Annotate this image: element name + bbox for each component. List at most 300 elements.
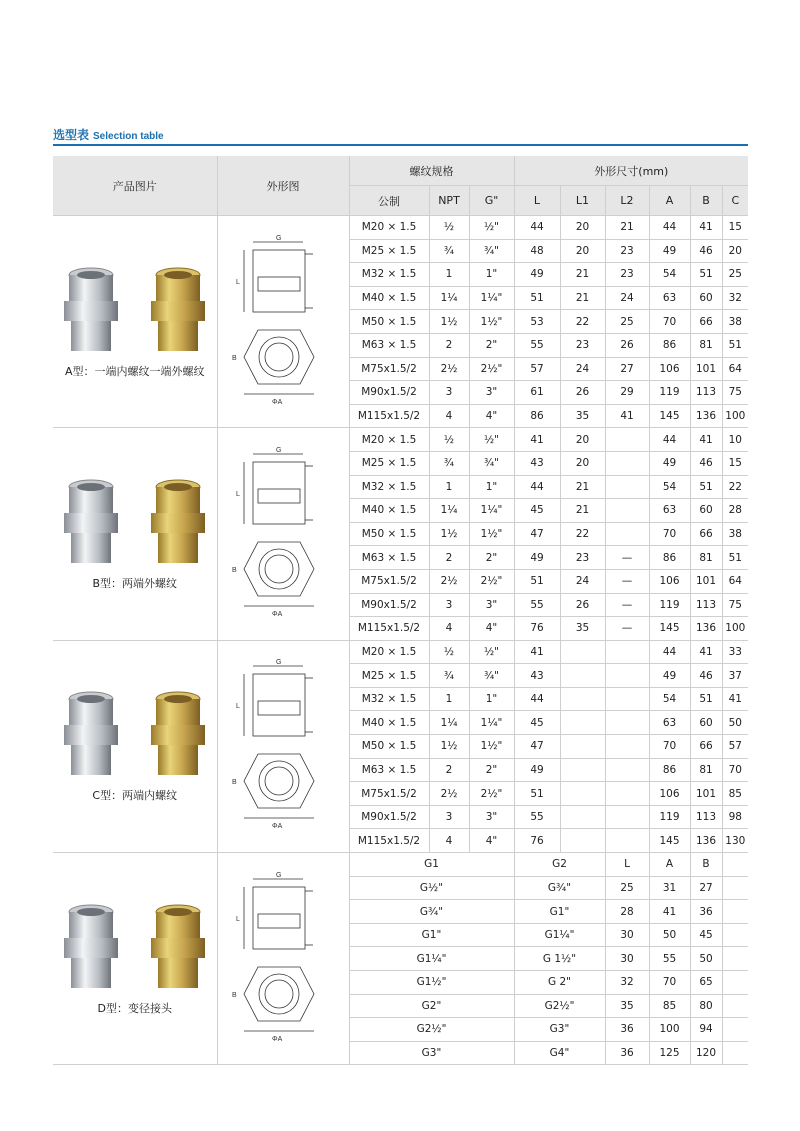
table-cell: 49 <box>649 239 690 263</box>
table-cell: 23 <box>560 546 605 570</box>
table-cell: 1½" <box>469 735 514 759</box>
table-cell: 70 <box>649 522 690 546</box>
table-cell: 100 <box>649 1018 690 1042</box>
outline-drawing <box>228 656 338 836</box>
table-cell: 44 <box>514 216 560 240</box>
table-cell: 63 <box>649 499 690 523</box>
table-cell: 25 <box>605 310 649 334</box>
table-cell: ¾" <box>469 239 514 263</box>
table-cell: 119 <box>649 381 690 405</box>
table-cell: 60 <box>690 499 722 523</box>
table-cell: 1½ <box>429 310 469 334</box>
brass-fitting-photo <box>147 689 209 781</box>
table-cell: 23 <box>560 333 605 357</box>
table-cell: 43 <box>514 451 560 475</box>
svg-text:B: B <box>232 991 237 999</box>
table-cell: 57 <box>722 735 748 759</box>
table-cell: 51 <box>690 263 722 287</box>
table-cell: 55 <box>514 593 560 617</box>
table-cell <box>605 711 649 735</box>
table-cell <box>722 971 748 995</box>
table-cell: 60 <box>690 711 722 735</box>
table-cell: 94 <box>690 1018 722 1042</box>
table-cell: G¾" <box>349 900 514 924</box>
table-cell: — <box>605 569 649 593</box>
table-cell: 21 <box>560 263 605 287</box>
outline-drawing <box>228 444 338 624</box>
table-cell: G3" <box>349 1041 514 1065</box>
table-cell: 20 <box>560 428 605 452</box>
table-row <box>53 853 748 877</box>
brass-fitting-photo <box>147 902 209 994</box>
table-cell: 2½ <box>429 357 469 381</box>
outline-drawing <box>228 232 338 412</box>
brass-fitting-photo <box>147 477 209 569</box>
table-cell <box>605 475 649 499</box>
table-cell: 4" <box>469 617 514 641</box>
table-cell: 37 <box>722 664 748 688</box>
table-cell: ½ <box>429 216 469 240</box>
svg-text:ΦA: ΦA <box>272 611 283 619</box>
table-cell: 66 <box>690 522 722 546</box>
table-cell: 44 <box>649 428 690 452</box>
table-cell <box>560 735 605 759</box>
outline-drawing-cell <box>217 216 349 428</box>
group-caption: B型：两端外螺纹 <box>92 577 178 591</box>
table-cell: 41 <box>514 428 560 452</box>
table-cell: 44 <box>514 475 560 499</box>
group-caption: C型：两端内螺纹 <box>92 789 178 803</box>
table-cell: 4 <box>429 404 469 428</box>
table-cell: 43 <box>514 664 560 688</box>
table-cell: M115x1.5/2 <box>349 829 429 853</box>
table-cell: 41 <box>649 900 690 924</box>
table-cell: 55 <box>514 333 560 357</box>
table-cell: 145 <box>649 404 690 428</box>
table-cell: 49 <box>514 758 560 782</box>
table-cell: 35 <box>560 617 605 641</box>
table-cell: 30 <box>605 947 649 971</box>
table-cell: M25 × 1.5 <box>349 451 429 475</box>
table-cell <box>605 687 649 711</box>
table-cell: 49 <box>514 263 560 287</box>
silver-fitting-photo <box>60 689 122 781</box>
table-cell: 10 <box>722 428 748 452</box>
table-cell: 51 <box>722 333 748 357</box>
table-cell: 136 <box>690 404 722 428</box>
header-outline: 外形图 <box>217 156 349 216</box>
table-cell: 60 <box>690 286 722 310</box>
header-product-image: 产品图片 <box>53 156 217 216</box>
table-cell: 1¼ <box>429 499 469 523</box>
table-cell: 46 <box>690 451 722 475</box>
table-cell: ¾ <box>429 239 469 263</box>
table-cell: 3" <box>469 805 514 829</box>
table-cell: 63 <box>649 711 690 735</box>
svg-text:B: B <box>232 567 237 575</box>
table-cell: 1" <box>469 687 514 711</box>
table-cell: M50 × 1.5 <box>349 522 429 546</box>
table-cell: 41 <box>690 640 722 664</box>
table-cell: 4 <box>429 829 469 853</box>
table-cell <box>722 947 748 971</box>
table-cell: 26 <box>560 381 605 405</box>
table-cell <box>605 829 649 853</box>
table-cell: 46 <box>690 664 722 688</box>
table-cell: 36 <box>605 1041 649 1065</box>
table-cell: G2" <box>349 994 514 1018</box>
header-L1: L1 <box>560 186 605 216</box>
table-cell: M32 × 1.5 <box>349 475 429 499</box>
table-cell <box>722 1018 748 1042</box>
table-cell: G 2" <box>514 971 605 995</box>
table-cell: G2½" <box>514 994 605 1018</box>
table-cell: 15 <box>722 451 748 475</box>
table-cell: 22 <box>722 475 748 499</box>
table-cell: G4" <box>514 1041 605 1065</box>
header-L2: L2 <box>605 186 649 216</box>
product-photo-cell <box>53 216 217 428</box>
table-cell: 35 <box>560 404 605 428</box>
table-cell: ½" <box>469 640 514 664</box>
table-cell: 145 <box>649 617 690 641</box>
table-cell <box>605 428 649 452</box>
table-cell: 49 <box>514 546 560 570</box>
table-cell: M50 × 1.5 <box>349 310 429 334</box>
table-cell: 38 <box>722 310 748 334</box>
table-cell: 98 <box>722 805 748 829</box>
svg-text:G: G <box>276 871 282 879</box>
table-cell: G1" <box>514 900 605 924</box>
table-cell <box>605 805 649 829</box>
table-cell: 32 <box>605 971 649 995</box>
table-cell <box>722 900 748 924</box>
title-rule <box>53 144 748 146</box>
outline-drawing-cell <box>217 640 349 852</box>
table-cell: 85 <box>722 782 748 806</box>
table-cell <box>605 664 649 688</box>
table-cell: 22 <box>560 310 605 334</box>
table-cell: 2½" <box>469 357 514 381</box>
svg-text:L: L <box>236 915 240 923</box>
silver-fitting-photo <box>60 265 122 357</box>
svg-text:B: B <box>232 779 237 787</box>
table-cell: 2" <box>469 333 514 357</box>
product-photo-cell <box>53 853 217 1065</box>
table-cell <box>605 451 649 475</box>
table-cell <box>605 735 649 759</box>
product-photo-cell <box>53 428 217 640</box>
silver-fitting-photo <box>60 902 122 994</box>
svg-text:ΦA: ΦA <box>272 398 283 406</box>
table-cell: 70 <box>649 735 690 759</box>
table-cell: ½ <box>429 640 469 664</box>
table-cell: ¾ <box>429 664 469 688</box>
table-cell: 45 <box>514 499 560 523</box>
table-cell: 28 <box>605 900 649 924</box>
table-cell: 51 <box>722 546 748 570</box>
table-cell: 2½ <box>429 569 469 593</box>
table-cell <box>560 829 605 853</box>
table-cell: ½" <box>469 216 514 240</box>
table-cell: M90x1.5/2 <box>349 805 429 829</box>
table-cell: G1½" <box>349 971 514 995</box>
table-cell: 136 <box>690 617 722 641</box>
group-caption: D型：变径接头 <box>97 1001 172 1015</box>
table-cell: 100 <box>722 617 748 641</box>
table-cell: 113 <box>690 381 722 405</box>
table-cell: 41 <box>605 404 649 428</box>
table-cell: 55 <box>649 947 690 971</box>
svg-text:B: B <box>232 354 237 362</box>
table-cell: 81 <box>690 333 722 357</box>
svg-text:L: L <box>236 491 240 499</box>
table-cell: M63 × 1.5 <box>349 546 429 570</box>
table-cell: 23 <box>605 239 649 263</box>
table-cell: 41 <box>690 216 722 240</box>
header-metric: 公制 <box>349 186 429 216</box>
outline-drawing <box>228 869 338 1049</box>
silver-fitting-photo <box>60 477 122 569</box>
table-cell: 54 <box>649 687 690 711</box>
table-cell: 63 <box>649 286 690 310</box>
table-cell: 24 <box>560 569 605 593</box>
d-header-cell: G1 <box>349 853 514 877</box>
svg-text:ΦA: ΦA <box>272 1035 283 1043</box>
table-cell: 47 <box>514 522 560 546</box>
group-caption: A型：一端内螺纹一端外螺纹 <box>64 364 205 378</box>
table-cell: 21 <box>605 216 649 240</box>
table-cell: M63 × 1.5 <box>349 758 429 782</box>
table-cell: 81 <box>690 758 722 782</box>
table-cell: 119 <box>649 593 690 617</box>
table-cell: 41 <box>690 428 722 452</box>
table-cell: 22 <box>560 522 605 546</box>
table-cell: 41 <box>514 640 560 664</box>
table-cell: 36 <box>605 1018 649 1042</box>
table-cell: 1 <box>429 263 469 287</box>
table-cell: G2½" <box>349 1018 514 1042</box>
d-header-cell: G2 <box>514 853 605 877</box>
d-header-cell: A <box>649 853 690 877</box>
table-cell: — <box>605 617 649 641</box>
table-cell: 21 <box>560 499 605 523</box>
table-cell: 64 <box>722 569 748 593</box>
table-cell: 49 <box>649 451 690 475</box>
table-cell: 101 <box>690 357 722 381</box>
table-cell: 70 <box>649 971 690 995</box>
header-thread-spec: 螺纹规格 <box>349 156 514 186</box>
table-cell: 4 <box>429 617 469 641</box>
table-cell: 27 <box>605 357 649 381</box>
table-cell <box>722 1041 748 1065</box>
table-cell: 51 <box>690 687 722 711</box>
table-cell: 45 <box>514 711 560 735</box>
table-cell: 101 <box>690 782 722 806</box>
table-cell: M20 × 1.5 <box>349 640 429 664</box>
table-cell: 3" <box>469 593 514 617</box>
table-cell: 3 <box>429 381 469 405</box>
table-cell: 125 <box>649 1041 690 1065</box>
table-cell: 2 <box>429 758 469 782</box>
table-cell: 2 <box>429 333 469 357</box>
table-cell: 48 <box>514 239 560 263</box>
table-cell: 2" <box>469 546 514 570</box>
table-cell: 1 <box>429 687 469 711</box>
table-cell: ¾" <box>469 664 514 688</box>
header-L: L <box>514 186 560 216</box>
table-cell <box>722 923 748 947</box>
table-cell: 100 <box>722 404 748 428</box>
svg-text:G: G <box>276 234 282 242</box>
table-cell: 1½ <box>429 735 469 759</box>
table-cell: 80 <box>690 994 722 1018</box>
header-g: G" <box>469 186 514 216</box>
table-cell: 113 <box>690 593 722 617</box>
table-cell: M40 × 1.5 <box>349 711 429 735</box>
header-A: A <box>649 186 690 216</box>
table-cell: G1¼" <box>514 923 605 947</box>
table-cell: 4" <box>469 829 514 853</box>
table-cell: M32 × 1.5 <box>349 687 429 711</box>
table-cell: 86 <box>649 546 690 570</box>
table-cell: 66 <box>690 735 722 759</box>
table-cell: 2" <box>469 758 514 782</box>
table-cell: 106 <box>649 357 690 381</box>
table-cell: 26 <box>605 333 649 357</box>
table-cell: ½" <box>469 428 514 452</box>
table-cell: 41 <box>722 687 748 711</box>
table-cell: 54 <box>649 263 690 287</box>
table-cell: 53 <box>514 310 560 334</box>
page-title <box>53 126 164 143</box>
table-cell: M115x1.5/2 <box>349 404 429 428</box>
table-cell: 51 <box>514 286 560 310</box>
table-cell <box>560 782 605 806</box>
table-cell: 1¼" <box>469 711 514 735</box>
table-cell: G1" <box>349 923 514 947</box>
table-cell: M20 × 1.5 <box>349 428 429 452</box>
table-cell: 35 <box>605 994 649 1018</box>
table-cell: 3" <box>469 381 514 405</box>
table-cell <box>560 687 605 711</box>
table-cell: G1¼" <box>349 947 514 971</box>
table-cell: 20 <box>560 451 605 475</box>
d-header-cell: L <box>605 853 649 877</box>
header-npt: NPT <box>429 186 469 216</box>
table-cell: ¾" <box>469 451 514 475</box>
table-cell: 2½ <box>429 782 469 806</box>
svg-text:ΦA: ΦA <box>272 823 283 831</box>
table-cell: 81 <box>690 546 722 570</box>
table-cell <box>605 499 649 523</box>
table-cell: 2 <box>429 546 469 570</box>
table-cell: 55 <box>514 805 560 829</box>
outline-drawing-cell <box>217 428 349 640</box>
table-cell: 64 <box>722 357 748 381</box>
table-cell <box>722 876 748 900</box>
table-cell: 44 <box>649 216 690 240</box>
header-C: C <box>722 186 748 216</box>
table-cell: 50 <box>690 947 722 971</box>
table-cell: 33 <box>722 640 748 664</box>
table-cell: 75 <box>722 593 748 617</box>
table-cell: 61 <box>514 381 560 405</box>
table-cell: 4" <box>469 404 514 428</box>
table-cell: M50 × 1.5 <box>349 735 429 759</box>
table-cell: 1½" <box>469 310 514 334</box>
table-cell: G¾" <box>514 876 605 900</box>
table-cell: 76 <box>514 829 560 853</box>
table-cell: M75x1.5/2 <box>349 782 429 806</box>
table-cell <box>605 522 649 546</box>
table-cell: 27 <box>690 876 722 900</box>
table-cell: — <box>605 546 649 570</box>
table-cell: 32 <box>722 286 748 310</box>
table-row <box>53 216 748 240</box>
table-cell: 136 <box>690 829 722 853</box>
table-cell: 66 <box>690 310 722 334</box>
svg-text:G: G <box>276 659 282 667</box>
table-cell <box>560 711 605 735</box>
table-cell: 86 <box>514 404 560 428</box>
table-cell <box>560 758 605 782</box>
table-cell: 28 <box>722 499 748 523</box>
table-cell: 86 <box>649 333 690 357</box>
table-cell: 70 <box>649 310 690 334</box>
table-cell: 3 <box>429 805 469 829</box>
table-cell: — <box>605 593 649 617</box>
table-cell: M75x1.5/2 <box>349 357 429 381</box>
table-cell: 47 <box>514 735 560 759</box>
table-cell <box>605 782 649 806</box>
table-cell: 119 <box>649 805 690 829</box>
table-cell: M75x1.5/2 <box>349 569 429 593</box>
header-B: B <box>690 186 722 216</box>
table-cell: G 1½" <box>514 947 605 971</box>
product-photo-cell <box>53 640 217 852</box>
brass-fitting-photo <box>147 265 209 357</box>
table-cell: 50 <box>649 923 690 947</box>
table-cell: M20 × 1.5 <box>349 216 429 240</box>
table-cell: 130 <box>722 829 748 853</box>
table-cell <box>560 640 605 664</box>
table-cell <box>560 664 605 688</box>
table-cell: 25 <box>722 263 748 287</box>
table-cell: M90x1.5/2 <box>349 593 429 617</box>
table-cell: 120 <box>690 1041 722 1065</box>
table-cell: G3" <box>514 1018 605 1042</box>
table-cell: 49 <box>649 664 690 688</box>
table-cell: ½ <box>429 428 469 452</box>
table-cell: 1¼" <box>469 286 514 310</box>
table-cell: ¾ <box>429 451 469 475</box>
table-cell: 1¼ <box>429 711 469 735</box>
table-cell: 25 <box>605 876 649 900</box>
table-cell <box>560 805 605 829</box>
table-row <box>53 428 748 452</box>
table-cell: 23 <box>605 263 649 287</box>
table-cell <box>722 853 748 877</box>
table-cell: 45 <box>690 923 722 947</box>
table-cell: G½" <box>349 876 514 900</box>
table-cell: 145 <box>649 829 690 853</box>
table-cell: M40 × 1.5 <box>349 499 429 523</box>
title-en: Selection table <box>93 131 164 142</box>
d-header-cell: B <box>690 853 722 877</box>
table-cell: 44 <box>649 640 690 664</box>
table-cell: M25 × 1.5 <box>349 239 429 263</box>
